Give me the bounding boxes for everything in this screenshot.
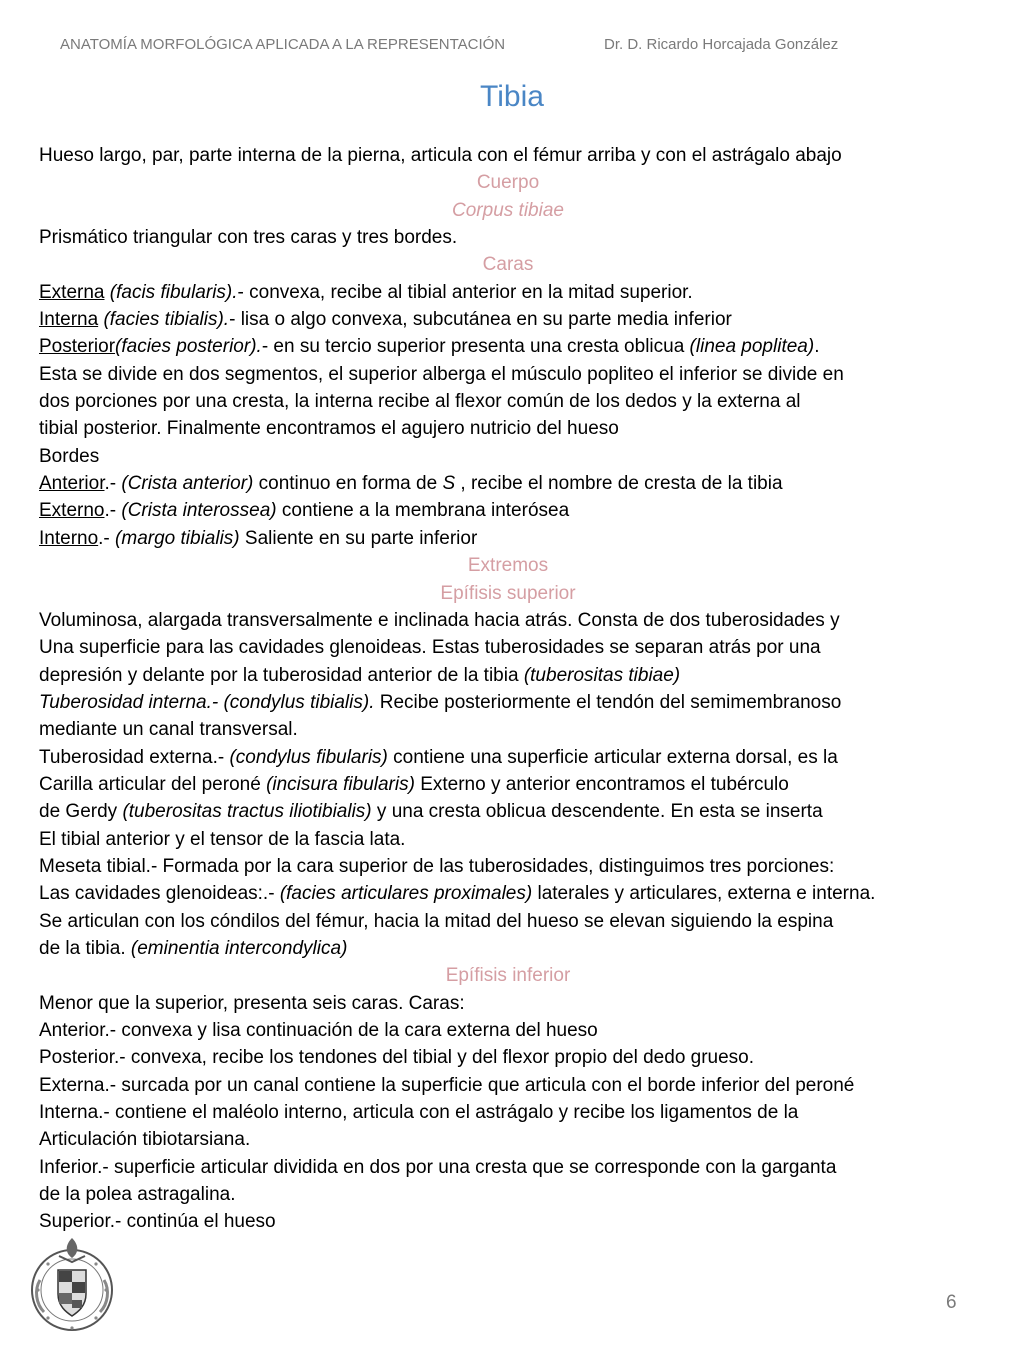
section-heading [39, 580, 999, 607]
page-title: Tibia [480, 80, 544, 113]
latin-term: (eminentia intercondylica) [130, 937, 348, 959]
text-line [39, 744, 999, 771]
text-segment: Superior.- continúa el hueso [39, 1211, 276, 1233]
text-segment: Articulación tibiotarsiana. [39, 1129, 251, 1151]
text-segment: - lisa o algo convexa, subcutánea en su parte media inferior [229, 309, 732, 331]
text-segment: mediante un canal transversal. [39, 719, 298, 741]
text-line [39, 361, 999, 388]
text-segment: laterales y articulares, externa e interna. [532, 883, 876, 905]
text-segment: tibial posterior. Finalmente encontramos el agujero nutricio del hueso [39, 418, 619, 440]
text-line [39, 935, 999, 962]
text-line [39, 333, 999, 360]
text-segment: Voluminosa, alargada transversalmente e inclinada hacia atrás. Consta de dos tuberosidades y [39, 609, 840, 631]
text-segment: Las cavidades glenoideas:.- [39, 883, 280, 905]
text-segment: de la polea astragalina. [39, 1184, 236, 1206]
latin-term: (linea poplitea) [689, 336, 815, 358]
text-segment: Extremos [467, 555, 549, 577]
text-segment: Interna.- contiene el maléolo interno, articula con el astrágalo y recibe los ligamentos de la [39, 1102, 799, 1124]
text-segment: de Gerdy [39, 801, 123, 823]
text-segment: , recibe el nombre de cresta de la tibia [455, 473, 783, 495]
term-label: Interno [39, 527, 99, 549]
text-line [39, 990, 999, 1017]
header-course-title: ANATOMÍA MORFOLÓGICA APLICADA A LA REPRESENTACIÓN [60, 36, 506, 53]
latin-term: S [442, 473, 456, 495]
term-label: Interna [39, 309, 99, 331]
text-segment: Cuerpo [476, 172, 540, 194]
text-segment: Carilla articular del peroné [39, 773, 267, 795]
text-line [39, 853, 999, 880]
text-segment: Inferior.- superficie articular dividida en dos por una cresta que se corresponde con la garganta [39, 1156, 837, 1178]
university-seal-icon [26, 1234, 118, 1334]
text-segment: .- [104, 473, 122, 495]
text-line [39, 716, 999, 743]
text-segment: contiene a la membrana interósea [276, 500, 570, 522]
text-line [39, 1099, 999, 1126]
text-segment: Caras [482, 254, 534, 276]
text-line [39, 771, 999, 798]
document-body [39, 142, 999, 1236]
text-segment: . [814, 336, 820, 358]
text-line [39, 798, 999, 825]
header-author: Dr. D. Ricardo Horcajada González [604, 36, 839, 53]
text-line [39, 662, 999, 689]
text-line [39, 525, 999, 552]
latin-term: (facis fibularis). [109, 281, 238, 303]
text-segment: Hueso largo, par, parte interna de la pierna, articula con el fémur arriba y con el astrágalo abajo [39, 145, 842, 166]
latin-term: (margo tibialis) [115, 527, 240, 549]
text-line [39, 1072, 999, 1099]
latin-term: (Crista interossea) [121, 500, 277, 522]
text-line [39, 908, 999, 935]
text-segment: Una superficie para las cavidades glenoideas. Estas tuberosidades se separan atrás por una [39, 637, 821, 659]
text-line [39, 826, 999, 853]
latin-term: (incisura fibularis) [266, 773, 415, 795]
text-line [39, 689, 999, 716]
text-line [39, 443, 999, 470]
text-line [39, 607, 999, 634]
text-line [39, 470, 999, 497]
text-segment: .- [104, 500, 122, 522]
latin-term: (condylus fibularis) [229, 746, 388, 768]
term-label: Externo [39, 500, 105, 522]
text-line [39, 142, 999, 169]
section-heading [39, 197, 999, 224]
latin-term: (facies articulares proximales) [279, 883, 533, 905]
text-segment: dos porciones por una cresta, la interna recibe al flexor común de los dedos y la externa al [39, 391, 801, 413]
text-line [39, 279, 999, 306]
text-line [39, 1017, 999, 1044]
text-segment: Anterior.- convexa y lisa continuación de la cara externa del hueso [39, 1020, 598, 1041]
latin-term: (tuberositas tractus iliotibialis) [122, 801, 372, 823]
text-segment: El tibial anterior y el tensor de la fascia lata. [39, 828, 406, 850]
text-segment: Externo y anterior encontramos el tubérculo [414, 773, 789, 795]
latin-term: Tuberosidad interna.- (condylus tibialis). [39, 691, 375, 713]
text-line [39, 224, 999, 251]
text-segment: Se articulan con los cóndilos del fémur, hacia la mitad del hueso se elevan siguiendo la espina [39, 910, 834, 932]
latin-term: (Crista anterior) [121, 473, 254, 495]
text-segment: - en su tercio superior presenta una cresta oblicua [261, 336, 690, 358]
term-label: Posterior [39, 336, 116, 358]
section-heading [39, 169, 999, 196]
section-heading [39, 251, 999, 278]
text-segment: Posterior.- convexa, recibe los tendones del tibial y del flexor propio del dedo grueso. [39, 1047, 755, 1069]
text-segment: depresión y delante por la tuberosidad anterior de la tibia [39, 664, 524, 686]
text-segment: Bordes [39, 445, 100, 467]
latin-term: Corpus tibiae [452, 199, 564, 221]
section-heading [39, 962, 999, 989]
text-segment: Tuberosidad externa.- [39, 746, 230, 768]
text-line [39, 1126, 999, 1153]
text-segment: Menor que la superior, presenta seis caras. Caras: [39, 992, 465, 1014]
text-segment: Epífisis superior [440, 582, 576, 604]
text-segment: Externa.- surcada por un canal contiene la superficie que articula con el borde inferior del peroné [39, 1074, 855, 1096]
text-segment: contiene una superficie articular externa dorsal, es la [387, 746, 838, 768]
text-line [39, 388, 999, 415]
text-segment: Meseta tibial.- Formada por la cara superior de las tuberosidades, distinguimos tres porciones: [39, 855, 835, 877]
text-line [39, 1208, 999, 1235]
text-line [39, 1044, 999, 1071]
latin-term: (facies tibialis). [103, 309, 230, 331]
text-line [39, 1181, 999, 1208]
text-line [39, 880, 999, 907]
text-line [39, 497, 999, 524]
section-heading [39, 552, 999, 579]
text-line [39, 306, 999, 333]
text-segment: continuo en forma de [253, 473, 443, 495]
text-segment: Prismático triangular con tres caras y tres bordes. [39, 227, 458, 249]
term-label: Externa [39, 281, 105, 303]
text-segment: Saliente en su parte inferior [239, 527, 478, 549]
term-label: Anterior [39, 473, 105, 495]
text-line [39, 415, 999, 442]
text-segment: - convexa, recibe al tibial anterior en la mitad superior. [237, 281, 693, 303]
text-segment: Epífisis inferior [445, 965, 571, 987]
page-number: 6 [946, 1292, 957, 1313]
text-segment: Recibe posteriormente el tendón del semimembranoso [374, 691, 842, 713]
text-segment: .- [98, 527, 116, 549]
text-segment: de la tibia. [39, 937, 131, 959]
text-segment: y una cresta oblicua descendente. En esta se inserta [371, 801, 823, 823]
latin-term: (tuberositas tibiae) [523, 664, 681, 686]
latin-term: (facies posterior). [115, 336, 262, 358]
text-line [39, 634, 999, 661]
text-segment: Esta se divide en dos segmentos, el superior alberga el músculo popliteo el inferior se divide en [39, 363, 844, 385]
text-line [39, 1154, 999, 1181]
